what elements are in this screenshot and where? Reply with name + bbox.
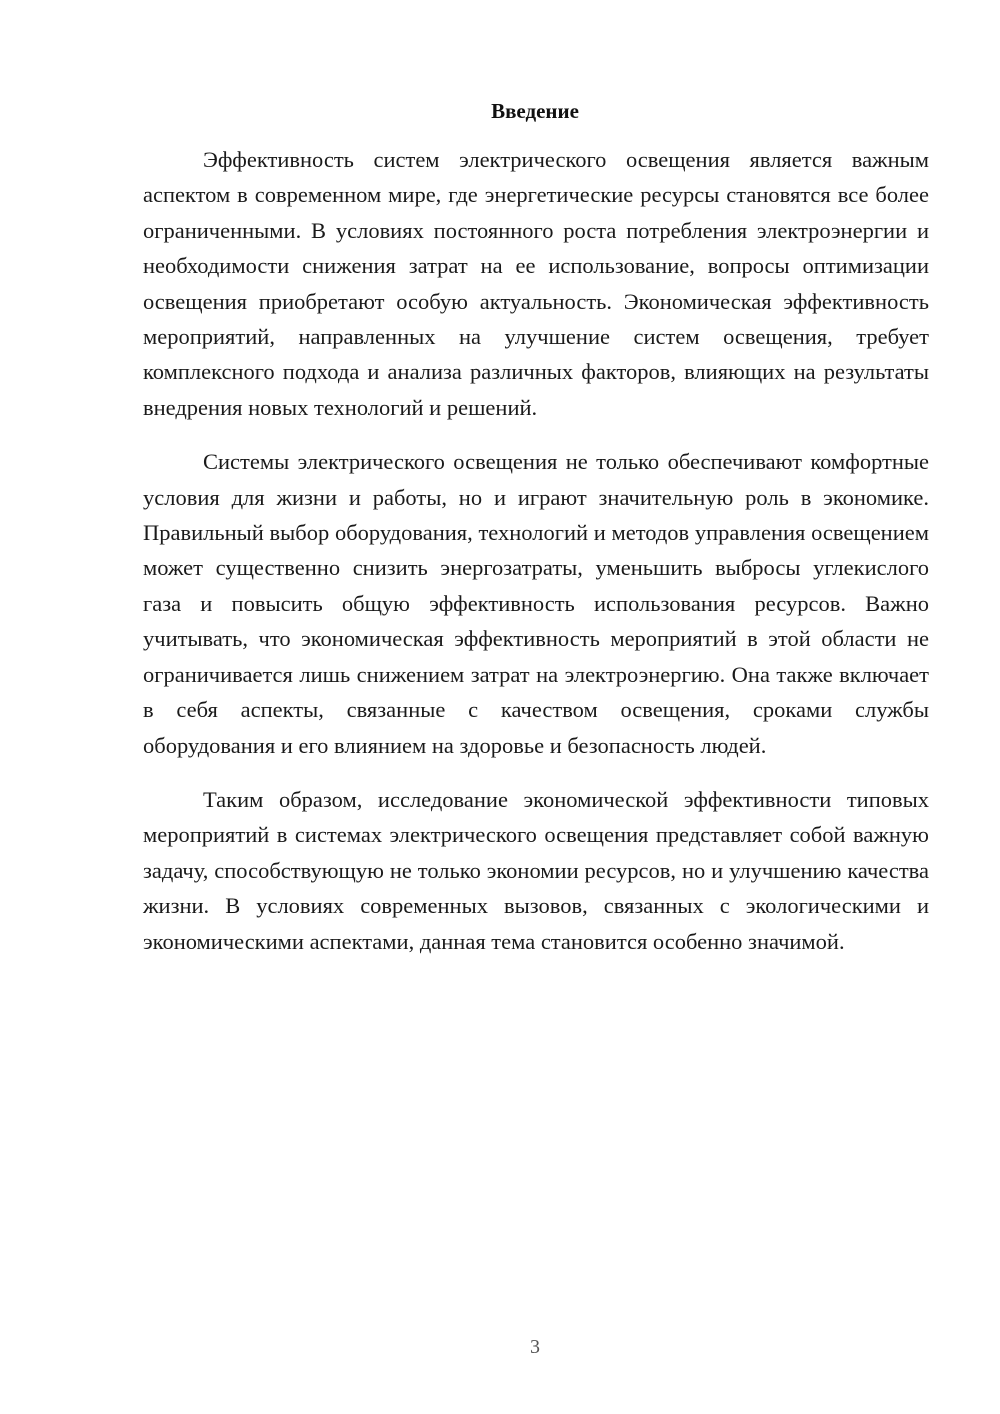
paragraph: Таким образом, исследование экономической эффективности типовых мероприятий в системах электрического освещения представляет собой важную задачу, способствующую не только экономии ресурсов, но и улучшению качества жизни. В условиях современных вызовов, связанных с экологическими и экономическими аспектами, данная тема становится особенно значимой. bbox=[143, 786, 929, 954]
page-number: 3 bbox=[530, 1336, 540, 1358]
body-text bbox=[143, 142, 929, 978]
paragraph: Системы электрического освещения не только обеспечивают комфортные условия для жизни и работы, но и играют значительную роль в экономике. Правильный выбор оборудования, технологий и методов управления освещением может существенно снизить энергозатраты, уменьшить выбросы углекислого газа и повысить общую эффективность использования ресурсов. Важно учитывать, что экономическая эффективность мероприятий в этой области не ограничивается лишь снижением затрат на электроэнергию. Она также включает в себя аспекты, связанные с качеством освещения, сроками службы оборудования и его влиянием на здоровье и безопасность людей. bbox=[143, 449, 929, 758]
paragraph: Эффективность систем электрического освещения является важным аспектом в современном мире, где энергетические ресурсы становятся все более ограниченными. В условиях постоянного роста потребления электроэнергии и необходимости снижения затрат на ее использование, вопросы оптимизации освещения приобретают особую актуальность. Экономическая эффективность мероприятий, направленных на улучшение систем освещения, требует комплексного подхода и анализа различных факторов, влияющих на результаты внедрения новых технологий и решений. bbox=[143, 147, 929, 420]
section-heading: Введение bbox=[491, 99, 579, 123]
